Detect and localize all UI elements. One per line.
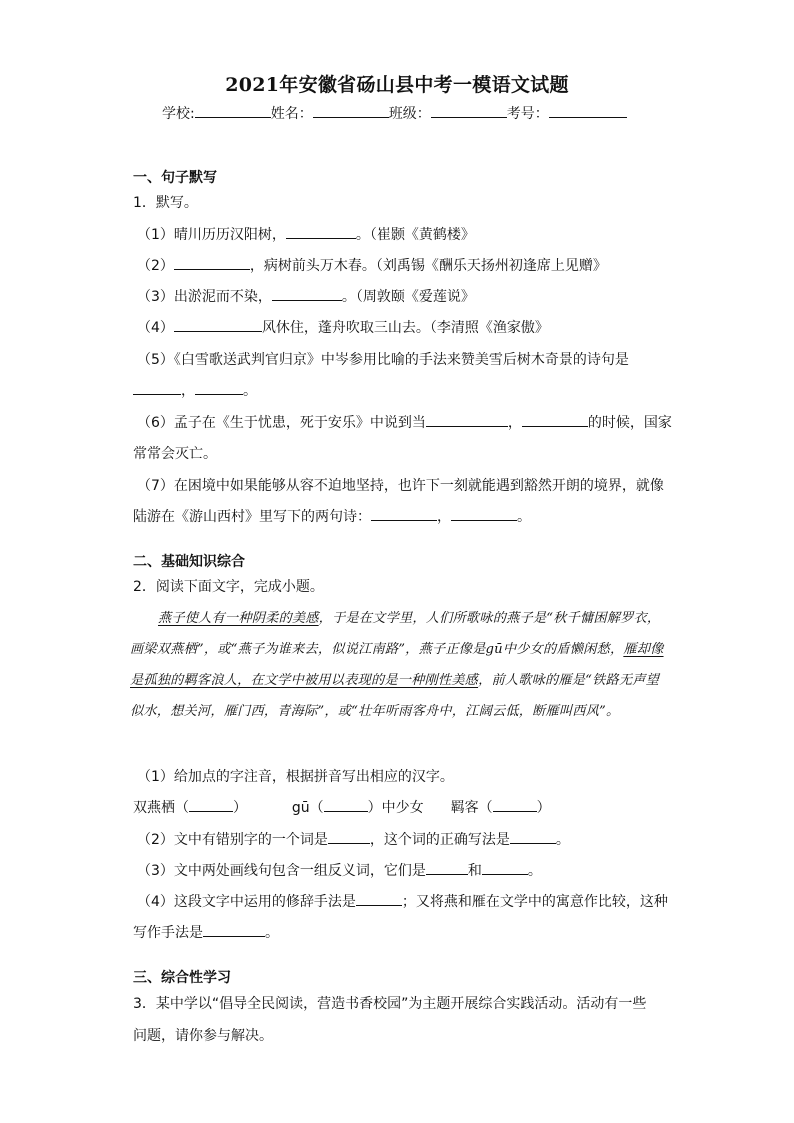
question-2-stem: 2．阅读下面文字，完成小题。: [133, 579, 324, 595]
q1-item-7-line2: 陆游在《游山西村》里写下的两句诗： ， 。: [133, 509, 531, 525]
page-title: 2021年安徽省砀山县中考一模语文试题: [225, 74, 569, 96]
answer-blank[interactable]: [522, 414, 588, 427]
school-field[interactable]: [195, 105, 271, 118]
answer-blank[interactable]: [133, 382, 181, 395]
question-3-line1: 3．某中学以“倡导全民阅读，营造书香校园”为主题开展综合实践活动。活动有一些: [133, 996, 647, 1012]
section-3-heading: 三、综合性学习: [133, 970, 231, 986]
answer-blank[interactable]: [203, 924, 265, 937]
underlined-sentence-2: 雁却像是孤独的羁客浪人，在文学中被用以表现的是一种刚性美感: [130, 642, 664, 688]
answer-blank[interactable]: [272, 288, 342, 301]
school-label: 学校:: [162, 106, 195, 122]
q1-item-5-line2: ， 。: [133, 380, 257, 400]
answer-blank[interactable]: [328, 831, 370, 844]
q1-item-1: （1）晴川历历汉阳树， 。（崔颢《黄鹤楼》: [137, 227, 475, 243]
answer-blank[interactable]: [482, 862, 528, 875]
question-1-stem: 1．默写。: [133, 195, 198, 211]
q1-item-6-line2: 常常会灭亡。: [133, 446, 217, 462]
q1-item-7-line1: （7）在困境中如果能够从容不迫地坚持，也许下一刻就能遇到豁然开朗的境界，就像: [137, 478, 664, 494]
q1-item-3: （3）出淤泥而不染， 。（周敦颐《爱莲说》: [137, 289, 475, 305]
answer-blank[interactable]: [510, 831, 556, 844]
q1-item-5-line1: （5）《白雪歌送武判官归京》中岑参用比喻的手法来赞美雪后树木奇景的诗句是: [137, 352, 629, 368]
answer-blank[interactable]: [324, 799, 368, 812]
answer-blank[interactable]: [356, 893, 402, 906]
answer-blank[interactable]: [286, 226, 356, 239]
q2-sub-1: （1）给加点的字注音，根据拼音写出相应的汉字。: [137, 769, 454, 785]
q1-item-6-line1: （6）孟子在《生于忧患，死于安乐》中说到当 ， 的时候，国家: [137, 415, 672, 431]
q2-sub-3: （3）文中两处画线句包含一组反义词，它们是 和 。: [137, 863, 542, 879]
section-2-heading: 二、基础知识综合: [133, 554, 245, 570]
answer-blank[interactable]: [174, 319, 262, 332]
q1-item-2: （2） ，病树前头万木春。（刘禹锡《酬乐天扬州初逢席上见赠》: [137, 258, 607, 274]
answer-blank[interactable]: [426, 862, 468, 875]
student-info-line: [162, 103, 627, 123]
reading-passage: [130, 603, 664, 727]
name-field[interactable]: [313, 105, 389, 118]
answer-blank[interactable]: [426, 414, 508, 427]
section-1-heading: 一、句子默写: [133, 170, 217, 186]
exam-number-field[interactable]: [549, 105, 627, 118]
answer-blank[interactable]: [174, 257, 250, 270]
name-label: 姓名：: [270, 106, 313, 122]
answer-blank[interactable]: [493, 799, 537, 812]
class-label: 班级：: [388, 106, 431, 122]
answer-blank[interactable]: [451, 508, 517, 521]
passage-text-1: ，于是在文学里，人们所歌咏的燕子是“秋千慵困解罗衣，画梁双燕栖”，或“燕子为谁来去，似说江南路”，燕子正像是gū中少女的盾懒闲愁，: [130, 611, 661, 657]
q2-sub-2: （2）文中有错别字的一个词是 ，这个词的正确写法是 。: [137, 832, 570, 848]
passage-text-2: ，前人歌咏的雁是“铁路无声望似水，想关河，雁门西，青海际”，或“壮年听雨客舟中，江阔云低，断雁叫西风”。: [130, 673, 660, 719]
answer-blank[interactable]: [189, 799, 233, 812]
exam-number-label: 考号：: [506, 106, 549, 122]
q2-sub-4-line2: 写作手法是 。: [133, 925, 279, 941]
underlined-sentence-1: 燕子使人有一种阴柔的美感: [158, 611, 319, 626]
answer-blank[interactable]: [371, 508, 437, 521]
q1-item-4: （4） 风休住，蓬舟吹取三山去。（李清照《渔家傲》: [137, 320, 549, 336]
q2-sub-1-answers: 双燕栖（ ） gū（ ）中少女 羁客（ ）: [133, 800, 551, 816]
q2-sub-4-line1: （4）这段文字中运用的修辞手法是 ；又将燕和雁在文学中的寓意作比较，这种: [137, 894, 668, 910]
answer-blank[interactable]: [195, 382, 243, 395]
question-3-line2: 问题，请你参与解决。: [133, 1028, 273, 1044]
class-field[interactable]: [431, 105, 507, 118]
